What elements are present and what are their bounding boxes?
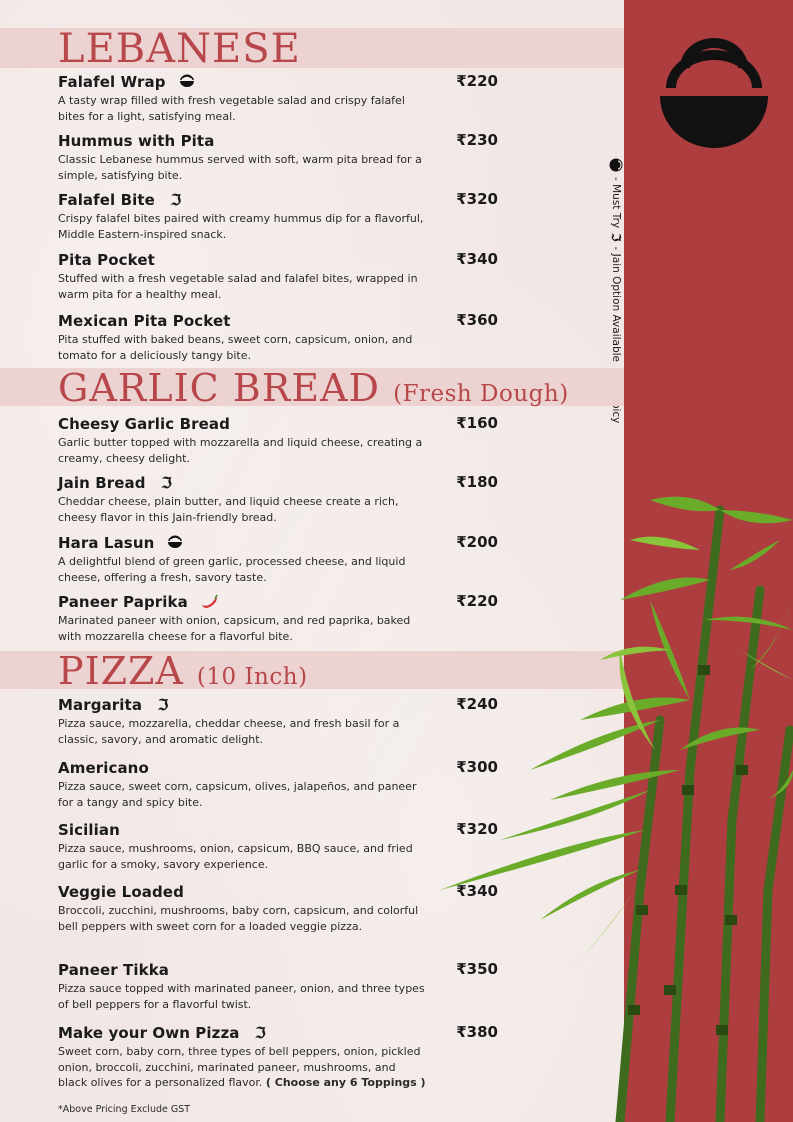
item-name: Veggie Loaded — [58, 883, 184, 901]
item-name: Jain Bread — [58, 474, 146, 492]
item-price: ₹200 — [456, 533, 498, 551]
section-subtitle: (Fresh Dough) — [393, 381, 569, 407]
item-name: Americano — [58, 759, 149, 777]
bowl-icon — [166, 534, 184, 552]
jain-symbol-icon: ℑ — [170, 191, 182, 209]
item-description: Pizza sauce, mozzarella, cheddar cheese, and fresh basil for a classic, savory, and aromatic delight. — [58, 717, 400, 746]
item-extra: ( Choose any 6 Toppings ) — [265, 1076, 426, 1089]
gst-note: *Above Pricing Exclude GST — [58, 1104, 191, 1115]
item-price: ₹380 — [456, 1023, 498, 1041]
item-description: Garlic butter topped with mozzarella and liquid cheese, creating a creamy, cheesy delight. — [58, 436, 423, 465]
item-name: Hara Lasun — [58, 534, 155, 552]
jain-symbol-icon: ℑ — [157, 696, 169, 714]
item-description: Pizza sauce, sweet corn, capsicum, olives, jalapeños, and paneer for a tangy and spicy bite. — [58, 780, 417, 809]
item-price: ₹320 — [456, 190, 498, 208]
item-price: ₹240 — [456, 695, 498, 713]
item-name: Paneer Paprika — [58, 593, 188, 611]
item-header — [58, 131, 498, 151]
item-price: ₹220 — [456, 592, 498, 610]
item-price: ₹230 — [456, 131, 498, 149]
item-description: Pita stuffed with baked beans, sweet corn, capsicum, onion, and tomato for a deliciously tangy bite. — [58, 333, 413, 362]
item-name: Falafel Wrap — [58, 73, 166, 91]
item-name: Margarita — [58, 696, 143, 714]
jain-symbol-icon: ℑ — [609, 233, 623, 242]
item-description: Marinated paneer with onion, capsicum, and red paprika, baked with mozzarella cheese for a flavorful bite. — [58, 614, 411, 643]
item-name: Make your Own Pizza — [58, 1024, 240, 1042]
item-description: Crispy falafel bites paired with creamy hummus dip for a flavorful, Middle Eastern-inspired snack. — [58, 212, 424, 241]
item-name: Hummus with Pita — [58, 132, 215, 150]
item-header — [58, 250, 498, 270]
section-title-lebanese: LEBANESE — [58, 26, 301, 72]
item-description: Classic Lebanese hummus served with soft, warm pita bread for a simple, satisfying bite. — [58, 153, 422, 182]
item-price: ₹360 — [456, 311, 498, 329]
item-price: ₹160 — [456, 414, 498, 432]
item-description: Stuffed with a fresh vegetable salad and falafel bites, wrapped in warm pita for a healthy meal. — [58, 272, 418, 301]
item-header — [58, 311, 498, 331]
menu-item — [58, 72, 498, 124]
legend-must-try: - Must Try — [610, 177, 622, 229]
item-price: ₹340 — [456, 250, 498, 268]
item-price: ₹350 — [456, 960, 498, 978]
legend-jain: - Jain Option Available — [610, 246, 622, 363]
item-header — [58, 190, 498, 210]
item-name: Mexican Pita Pocket — [58, 312, 231, 330]
item-name: Cheesy Garlic Bread — [58, 415, 230, 433]
bowl-icon — [178, 73, 196, 91]
item-header — [58, 72, 498, 92]
menu-item — [58, 131, 498, 183]
item-description: Pizza sauce, mushrooms, onion, capsicum, BBQ sauce, and fried garlic for a smoky, savory experience. — [58, 842, 413, 871]
item-description: Pizza sauce topped with marinated paneer, onion, and three types of bell peppers for a flavorful twist. — [58, 982, 425, 1011]
item-name: Sicilian — [58, 821, 120, 839]
item-description: A tasty wrap filled with fresh vegetable salad and crispy falafel bites for a light, satisfying meal. — [58, 94, 405, 123]
menu-item — [58, 250, 498, 302]
section-subtitle: (10 Inch) — [196, 664, 308, 690]
item-name: Paneer Tikka — [58, 961, 170, 979]
chili-icon — [200, 593, 218, 611]
item-header — [58, 414, 498, 434]
item-price: ₹340 — [456, 882, 498, 900]
item-description: Sweet corn, baby corn, three types of bell peppers, onion, pickled onion, broccoli, zucchini, marinated paneer, mushrooms, and black olives for a personalized flavor. ( Choose any 6 Toppings ) — [58, 1045, 426, 1089]
item-price: ₹300 — [456, 758, 498, 776]
item-description: Cheddar cheese, plain butter, and liquid cheese create a rich, cheesy flavor in this Jain-friendly bread. — [58, 495, 399, 524]
item-description: A delightful blend of green garlic, processed cheese, and liquid cheese, offering a fresh, savory taste. — [58, 555, 406, 584]
jain-symbol-icon: ℑ — [255, 1024, 266, 1042]
jain-symbol-icon: ℑ — [161, 474, 172, 492]
item-price: ₹180 — [456, 473, 498, 491]
menu-item — [58, 414, 498, 466]
bowl-icon — [609, 158, 623, 172]
item-price: ₹220 — [456, 72, 498, 90]
item-name: Falafel Bite — [58, 191, 155, 209]
menu-item — [58, 190, 498, 242]
menu-item — [58, 311, 498, 363]
brand-logo — [660, 38, 768, 148]
section-title-garlic-bread: GARLIC BREAD (Fresh Dough) — [58, 366, 569, 410]
item-name: Pita Pocket — [58, 251, 155, 269]
bamboo-illustration — [420, 470, 793, 1122]
section-title-pizza: PIZZA (10 Inch) — [58, 649, 308, 693]
item-description: Broccoli, zucchini, mushrooms, baby corn, capsicum, and colorful bell peppers with sweet corn for a loaded veggie pizza. — [58, 904, 419, 933]
item-price: ₹320 — [456, 820, 498, 838]
